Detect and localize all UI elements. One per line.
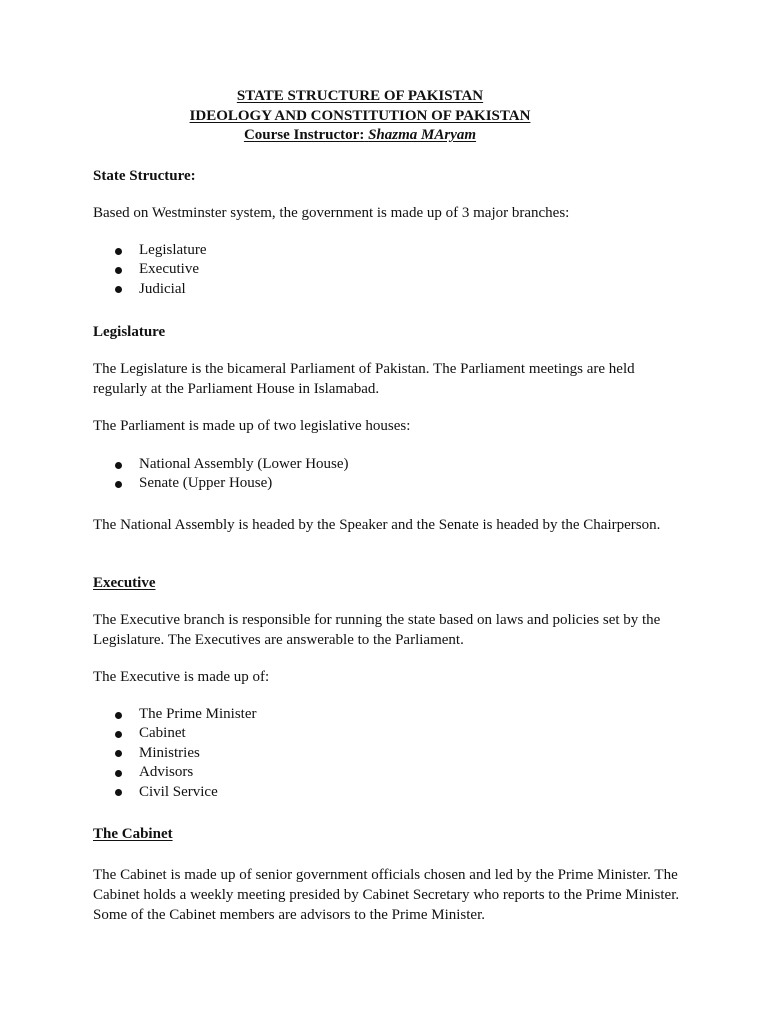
state-structure-heading: State Structure:	[93, 168, 196, 184]
document-title-block	[0, 87, 720, 146]
cabinet-paragraph-1: The Cabinet is made up of senior government officials chosen and led by the Prime Minister. The Cabinet holds a weekly meeting presided by Cabinet Secretary who reports to the Prime Minister. Some of the Cabinet members are advisors to the Prime Minister.	[93, 867, 680, 923]
bullet-icon	[115, 248, 122, 255]
bullet-icon	[115, 267, 122, 274]
list-item: Judicial	[113, 280, 673, 299]
course-instructor-line	[0, 126, 720, 146]
list-item: Civil Service	[113, 783, 673, 802]
bullet-icon	[115, 750, 122, 757]
bullet-icon	[115, 770, 122, 777]
list-item: The Prime Minister	[113, 705, 673, 724]
instructor-label: Course Instructor:	[243, 127, 365, 143]
list-item: National Assembly (Lower House)	[113, 455, 673, 474]
cabinet-heading: The Cabinet	[93, 826, 173, 842]
list-item: Executive	[113, 260, 673, 279]
bullet-icon	[115, 712, 122, 719]
bullet-icon	[115, 789, 122, 796]
executive-heading: Executive	[93, 575, 156, 591]
executive-paragraph-2: The Executive is made up of:	[93, 669, 270, 685]
bullet-icon	[115, 731, 122, 738]
list-item: Advisors	[113, 763, 673, 782]
legislature-paragraph-1: The Legislature is the bicameral Parliament of Pakistan. The Parliament meetings are held regularly at the Parliament House in Islamabad.	[93, 361, 635, 397]
bullet-icon	[115, 462, 122, 469]
list-item: Cabinet	[113, 724, 673, 743]
bullet-icon	[115, 481, 122, 488]
houses-list	[113, 455, 673, 494]
legislature-paragraph-3: The National Assembly is headed by the Speaker and the Senate is headed by the Chairperson.	[93, 517, 661, 533]
document-subtitle: IDEOLOGY AND CONSTITUTION OF PAKISTAN	[189, 107, 531, 124]
document-title: STATE STRUCTURE OF PAKISTAN	[236, 88, 484, 104]
instructor-name: Shazma MAryam	[368, 127, 477, 143]
list-item: Senate (Upper House)	[113, 474, 673, 493]
bullet-icon	[115, 286, 122, 293]
executive-members-list	[113, 705, 673, 802]
list-item: Legislature	[113, 241, 673, 260]
executive-paragraph-1: The Executive branch is responsible for running the state based on laws and policies set by the Legislature. The Executives are answerable to the Parliament.	[93, 612, 661, 648]
legislature-heading: Legislature	[93, 324, 166, 340]
branches-list	[113, 241, 673, 299]
state-structure-intro: Based on Westminster system, the government is made up of 3 major branches:	[93, 205, 570, 221]
list-item: Ministries	[113, 744, 673, 763]
legislature-paragraph-2: The Parliament is made up of two legislative houses:	[93, 418, 411, 434]
